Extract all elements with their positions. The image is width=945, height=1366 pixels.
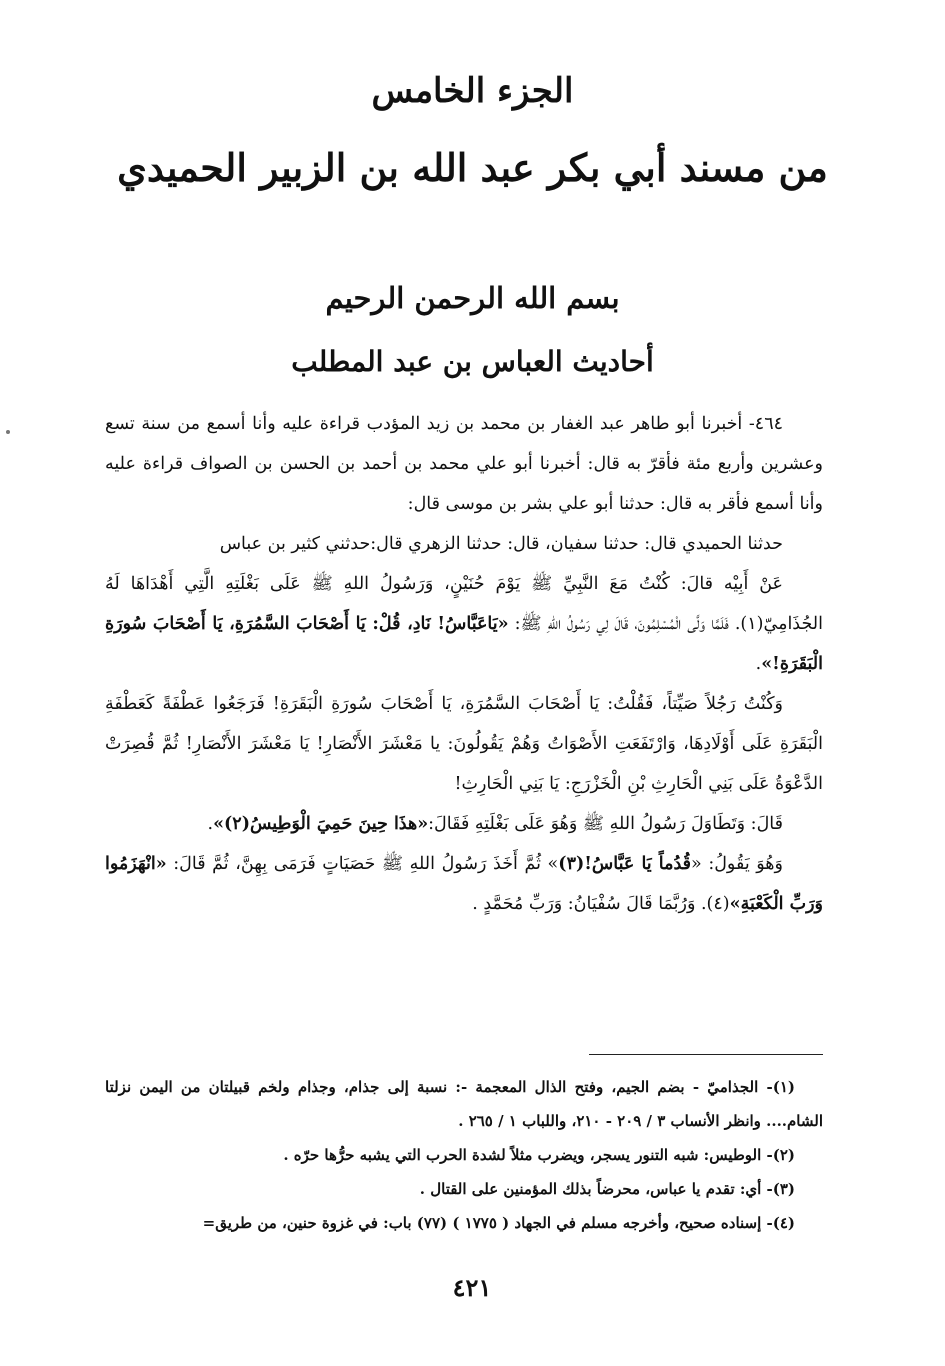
basmala: بسم الله الرحمن الرحيم	[325, 281, 620, 315]
prophet-quote: «انْهَزَمُوا وَرَبِّ الْكَعْبَةِ»	[105, 854, 823, 914]
hadith-text: .	[755, 654, 762, 674]
hadith-text: عَنْ أَبِيْه قالَ: كُنْتُ مَعَ النَّبِيِّ ﷺ يَوْمَ حُنَيْنٍ، وَرَسُولُ اللهِ ﷺ عَلَى بَغْلَتِهِ الَّتِي أَهْدَاهَا لَهُ الجُذَامِيّ(١). فَلَمَّا وَلَّى الْمُسْلِمُونَ، قَالَ لِي رَسُولُ اللهِ ﷺ:	[105, 574, 823, 634]
footnote-2: (٢)- الوطيس: شبه التنور يسجر، ويضرب مثلاً لشدة الحرب التي يشبه حرُّها حرّه .	[283, 1146, 795, 1164]
hadith-paragraph-4	[105, 844, 823, 924]
page-number: ٤٢١	[452, 1273, 492, 1302]
footnote-3: (٣)- أي: تقدم يا عباس، محرضاً بذلك المؤمنين على القتال .	[419, 1180, 795, 1198]
main-text	[105, 404, 823, 924]
isnad-paragraph-2: حدثنا الحميدي قال: حدثنا سفيان، قال: حدثنا الزهري قال:حدثني كثير بن عباس	[219, 534, 783, 554]
hadith-text: » ثُمَّ أَخَذَ رَسُولُ اللهِ ﷺ حَصَيَاتٍ فَرَمَى بِهِنَّ، ثُمَّ قَالَ:	[173, 854, 559, 874]
hadith-paragraph-3	[105, 804, 823, 844]
hadith-paragraph-1	[105, 564, 823, 684]
hadith-text: قَالَ: وَتَطَاوَلَ رَسُولُ اللهِ ﷺ وَهُوَ عَلَى بَغْلَتِهِ فَقَالَ:	[428, 814, 783, 834]
prophet-quote: «يَاعَبَّاسُ! نَادِ، قُلْ: يَا أَصْحَابَ السَّمُرَةِ، يَا أَصْحَابَ سُورَةِ الْبَقَرَةِ!»	[105, 614, 823, 674]
footnotes	[105, 1070, 823, 1240]
scan-speck	[6, 430, 10, 434]
footnote-1: (١)- الجذاميّ - بضم الجيم، وفتح الذال المعجمة -: نسبة إلى جذام، وجذام ولخم قبيلتان من اليمن نزلتا الشام.... وانظر الأنساب ٣ / ٢٠٩ - ٢١٠، واللباب ١ / ٢٦٥ .	[105, 1078, 823, 1130]
musnad-title: من مسند أبي بكر عبد الله بن الزبير الحميدي	[117, 145, 828, 190]
part-title: الجزء الخامس	[371, 71, 574, 111]
hadith-text: .	[207, 814, 214, 834]
hadith-text: (٤). وَرُبَّمَا قَالَ سُفْيَانُ: وَرَبِّ مُحَمَّدٍ .	[472, 894, 730, 914]
isnad-paragraph-1: ٤٦٤- أخبرنا أبو طاهر عبد الغفار بن محمد بن زيد المؤدب قراءة عليه وأنا أسمع من سنة تسع وعشرين وأربع مئة فأقرّ به قال: أخبرنا أبو علي محمد بن أحمد بن الحسن بن الصواف قراءة عليه وأنا أسمع فأقر به قال: حدثنا أبو علي بشر بن موسى قال:	[105, 414, 823, 514]
prophet-quote: «هذَا حِينَ حَمِيَ الْوَطِيسُ(٢)»	[213, 814, 429, 834]
section-title: أحاديث العباس بن عبد المطلب	[291, 345, 654, 378]
footnote-4: (٤)- إسناده صحيح، وأخرجه مسلم في الجهاد ( ١٧٧٥ ) (٧٧) باب: في غزوة حنين، من طريق=	[202, 1214, 795, 1232]
footnote-divider	[589, 1054, 823, 1055]
hadith-paragraph-2: وَكُنْتُ رَجُلاً صَيِّتاً، فَقُلْتُ: يَا أَصْحَابَ السَّمُرَةِ، يَا أَصْحَابَ سُورَةِ الْبَقَرَةِ! فَرَجَعُوا عَطْفَةً كَعَطْفَةِ الْبَقَرَةِ عَلَى أَوْلَادِهَا، وَارْتَفَعَتِ الأَصْوَاتُ وَهُمْ يَقُولُونَ: يا مَعْشَرَ الأَنْصَارِ! يَا مَعْشَرَ الأَنْصَارِ! ثُمَّ قُصِرَتْ الدَّعْوَةُ عَلَى بَنِي الْحَارِثِ بْنِ الْخَزْرَجِ: يَا بَنِي الْحَارِثِ!	[105, 694, 823, 794]
prophet-quote: قُدُماً يَا عَبَّاسُ!(٣)	[558, 854, 692, 874]
hadith-text: وَهُوَ يَقُولُ: «	[691, 854, 783, 874]
